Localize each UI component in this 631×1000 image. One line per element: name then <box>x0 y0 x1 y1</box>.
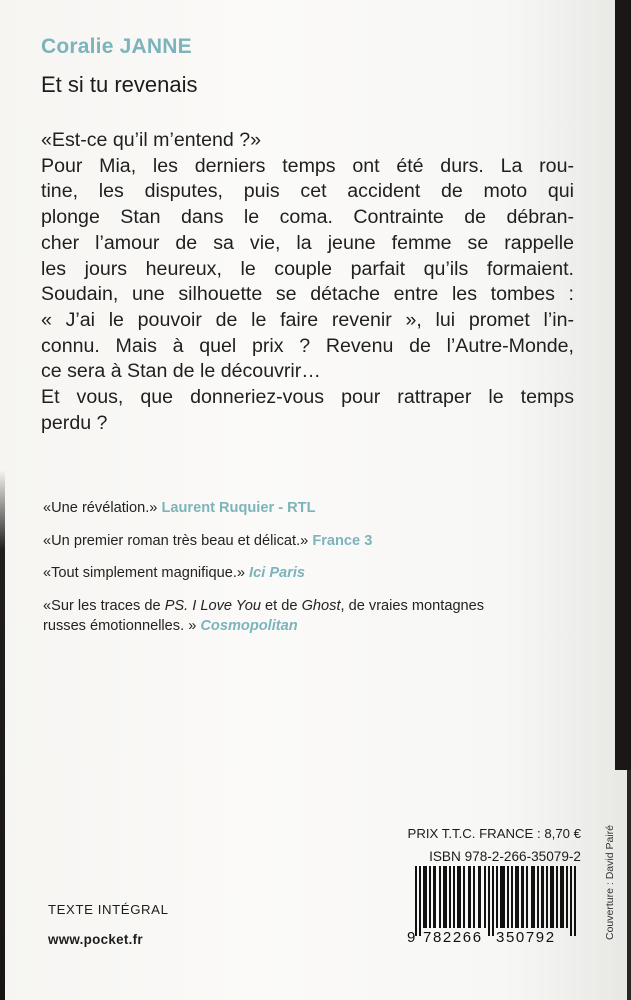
cover-edge-shadow-left <box>0 470 5 1000</box>
review-quote: «Une révélation.» <box>43 500 162 516</box>
review-source: Ici Paris <box>249 565 306 581</box>
blurb-line: cher l’amour de sa vie, la jeune femme se rappelle <box>41 231 574 254</box>
review-quote: «Un premier roman très beau et délicat.» <box>43 532 313 549</box>
author-name: Coralie JANNE <box>41 35 192 58</box>
barcode-digits-left: 782266 <box>423 929 483 944</box>
review-source: Laurent Ruquier - RTL <box>161 500 316 516</box>
review-quote: «Tout simplement magnifique.» <box>43 565 250 581</box>
review-quote: , de vraies montagnes <box>340 597 485 614</box>
blurb-line: Soudain, une silhouette se détache entre les tombes : <box>41 283 574 306</box>
publisher-website-link[interactable]: www.pocket.fr <box>48 932 143 947</box>
barcode-icon <box>407 866 585 944</box>
blurb-text <box>41 128 581 436</box>
review-source: Cosmopolitan <box>200 617 298 634</box>
review-item <box>43 498 583 518</box>
review-quote: «Sur les traces de <box>43 597 165 614</box>
film-title: Ghost <box>301 597 341 614</box>
film-title: PS. I Love You <box>164 597 261 614</box>
review-item <box>43 563 583 583</box>
book-title: Et si tu revenais <box>41 72 198 97</box>
review-source: France 3 <box>312 532 373 549</box>
cover-credit: Couverture : David Pairé <box>604 825 616 940</box>
blurb-line: Pour Mia, les derniers temps ont été durs. La rou- <box>41 154 574 177</box>
barcode-digit-first: 9 <box>407 929 416 944</box>
edition-label: TEXTE INTÉGRAL <box>48 902 169 917</box>
barcode-digits-right: 350792 <box>496 929 556 944</box>
review-quote: et de <box>260 597 302 614</box>
blurb-line: ce sera à Stan de le découvrir… <box>41 360 321 383</box>
isbn-label: ISBN 978-2-266-35079-2 <box>429 849 581 864</box>
blurb-line: tine, les disputes, puis cet accident de moto qui <box>41 180 574 203</box>
review-quote: russes émotionnelles. » <box>43 617 201 634</box>
blurb-line: perdu ? <box>41 411 108 434</box>
blurb-line: les jours heureux, le couple parfait qu’ils formaient. <box>41 257 574 280</box>
press-reviews <box>43 498 583 648</box>
blurb-line: « J’ai le pouvoir de le faire revenir », lui promet l’in- <box>41 308 574 331</box>
review-item <box>43 531 583 551</box>
cover-edge-shadow-right <box>615 0 631 770</box>
blurb-line: «Est-ce qu’il m’entend ?» <box>41 129 262 151</box>
cover-edge-shadow-right-bottom <box>627 770 631 1000</box>
blurb-line: Et vous, que donneriez-vous pour rattraper le temps <box>41 386 574 409</box>
blurb-line: connu. Mais à quel prix ? Revenu de l’Autre-Monde, <box>41 334 574 357</box>
review-item <box>43 596 583 636</box>
blurb-line: plonge Stan dans le coma. Contrainte de débran- <box>41 206 574 229</box>
price-label: PRIX T.T.C. FRANCE : 8,70 € <box>407 826 581 841</box>
